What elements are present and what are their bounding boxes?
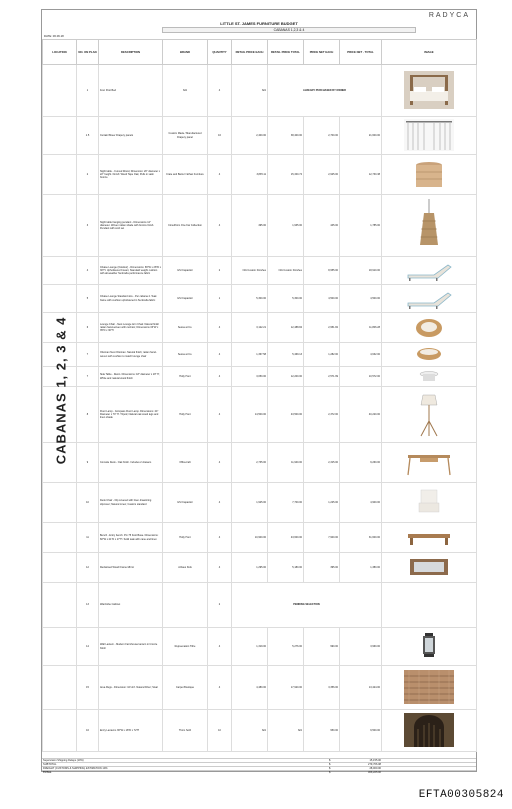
retail-total-cell: 5,300.00 bbox=[268, 285, 304, 313]
column-header: PRICE NET EACH bbox=[304, 40, 340, 65]
currency-sign: $ bbox=[328, 771, 340, 775]
net-each-cell: 1,225.00 bbox=[304, 483, 340, 523]
image-cell bbox=[382, 666, 477, 710]
product-image bbox=[404, 631, 454, 662]
image-cell bbox=[382, 523, 477, 553]
retail-each-cell: 1,925.00 bbox=[232, 483, 268, 523]
table-row bbox=[43, 117, 477, 155]
retail-total-cell: 43,500.00 bbox=[268, 387, 304, 443]
product-image bbox=[404, 259, 454, 282]
retail-each-cell: 4,480.00 bbox=[232, 666, 268, 710]
retail-total-cell: 7,700.00 bbox=[268, 483, 304, 523]
image-cell bbox=[382, 483, 477, 523]
table-row bbox=[43, 367, 477, 387]
image-cell bbox=[382, 583, 477, 628]
brand-cell: Holly Hunt bbox=[163, 367, 208, 387]
retail-each-cell: 3,050.00 bbox=[232, 367, 268, 387]
column-header: BRAND bbox=[163, 40, 208, 65]
description-cell: Entry Lanterns 36"W x 18"D x 72"H bbox=[99, 710, 163, 752]
description-cell: Night table - Curved Wood, Dimension: 20" diameter x 22" height. Finish: Wood Tape Oak; Pulls in satin bronze bbox=[99, 155, 163, 195]
retail-total-cell: N/A Custom Finishes bbox=[268, 257, 304, 285]
description-cell: Ottoman Nest Ottoman. Natural finish; rattan hand-woven with cushion to match lounge chair bbox=[99, 343, 163, 367]
table-row bbox=[43, 710, 477, 752]
net-total-cell: 9,260.00 bbox=[340, 443, 382, 483]
brand-cell: GSI Capacitor bbox=[163, 285, 208, 313]
description-cell: Wall Lantern - Modern Farmhouse lantern in bronze finish bbox=[99, 628, 163, 666]
net-total-cell: 4,632.00 bbox=[340, 343, 382, 367]
retail-total-cell: N/A bbox=[268, 710, 304, 752]
column-header: IMAGE bbox=[382, 40, 477, 65]
plan-number-cell: 7 bbox=[77, 343, 99, 367]
table-row bbox=[43, 313, 477, 343]
table-row bbox=[43, 387, 477, 443]
net-each-cell: 2,571.99 bbox=[304, 367, 340, 387]
brand-cell: Carpet Boutique bbox=[163, 666, 208, 710]
table-row bbox=[43, 155, 477, 195]
net-total-cell: 12,730.38 bbox=[340, 155, 382, 195]
table-row bbox=[43, 285, 477, 313]
summary-row bbox=[42, 771, 476, 775]
plan-number-cell: 7 bbox=[77, 367, 99, 387]
location-cell bbox=[43, 710, 77, 752]
table-row bbox=[43, 553, 477, 583]
retail-each-cell: N/A Custom Finishes bbox=[232, 257, 268, 285]
currency-sign: $ bbox=[328, 767, 340, 771]
net-total-cell: 18,910.00 bbox=[340, 257, 382, 285]
brand-cell: GSI Capacitor bbox=[163, 257, 208, 285]
table-row bbox=[43, 666, 477, 710]
column-header: DESCRIPTION bbox=[99, 40, 163, 65]
net-each-cell: 2,315.00 bbox=[304, 443, 340, 483]
quantity-cell: 1 bbox=[208, 285, 232, 313]
plan-number-cell: 3 bbox=[77, 195, 99, 257]
product-image bbox=[404, 556, 454, 579]
brand-cell: Sessa at Co. bbox=[163, 343, 208, 367]
brand-logo: RADYCA bbox=[428, 12, 470, 19]
net-total-cell: 31,600.00 bbox=[340, 523, 382, 553]
column-header: QUANTITY bbox=[208, 40, 232, 65]
retail-total-cell: 43,600.00 bbox=[268, 523, 304, 553]
summary-spacer bbox=[382, 771, 476, 775]
brand-cell: Arhaus Kids bbox=[163, 553, 208, 583]
net-total-cell: 21,600.00 bbox=[340, 117, 382, 155]
quantity-cell: 2 bbox=[208, 257, 232, 285]
quantity-cell: 4 bbox=[208, 483, 232, 523]
brand-cell: GSI Capacitor bbox=[163, 483, 208, 523]
description-cell: Night table hanging pendant - Dimensions 12" diameter. Woven rattan shade with bronze finish. Pendant with cord set bbox=[99, 195, 163, 257]
net-total-cell: 1,380.00 bbox=[340, 553, 382, 583]
net-total-cell: 3,960.00 bbox=[340, 628, 382, 666]
image-cell bbox=[382, 628, 477, 666]
plan-number-cell: 4 bbox=[77, 257, 99, 285]
image-cell bbox=[382, 387, 477, 443]
brand-cell: Crate and Barrel / Ethan Furniture bbox=[163, 155, 208, 195]
plan-number-cell: 12 bbox=[77, 553, 99, 583]
brand-cell: Sessa at Co. bbox=[163, 313, 208, 343]
currency-sign: $ bbox=[328, 763, 340, 767]
net-each-cell: 990.00 bbox=[304, 628, 340, 666]
image-cell bbox=[382, 443, 477, 483]
quantity-cell: 4 bbox=[208, 523, 232, 553]
budget-sheet bbox=[41, 9, 477, 772]
plan-number-cell: 2 bbox=[77, 155, 99, 195]
brand-cell: Cimeltfrom One Kar Collection bbox=[163, 195, 208, 257]
plan-number-cell: 14 bbox=[77, 628, 99, 666]
image-cell bbox=[382, 553, 477, 583]
summary-value: 279,706.08 bbox=[340, 763, 382, 767]
plan-number-cell: 5 bbox=[77, 285, 99, 313]
description-cell: Reclaimed Wood Frame Mirror bbox=[99, 553, 163, 583]
brand-cell: N/A bbox=[163, 65, 208, 117]
quantity-cell: 4 bbox=[208, 65, 232, 117]
sheet-title: LITTLE ST. JAMES FURNITURE BUDGET bbox=[220, 21, 298, 26]
quantity-cell: 2 bbox=[208, 583, 232, 628]
summary-label: FREIGHT (CUSTOMS & SHIPPING) ESTIMATION 10% bbox=[42, 767, 292, 771]
summary-value: 306,225.00 bbox=[340, 771, 382, 775]
budget-table bbox=[42, 39, 477, 752]
net-each-cell: 950.00 bbox=[304, 710, 340, 752]
product-image bbox=[404, 369, 454, 384]
brand-cell: Holly Hunt bbox=[163, 387, 208, 443]
image-cell bbox=[382, 117, 477, 155]
retail-each-cell: 1,295.00 bbox=[232, 553, 268, 583]
retail-total-cell: 11,940.00 bbox=[268, 443, 304, 483]
retail-each-cell: 10,900.00 bbox=[232, 523, 268, 553]
quantity-cell: 4 bbox=[208, 443, 232, 483]
plan-number-cell: 8 bbox=[77, 387, 99, 443]
net-total-cell: 4,900.00 bbox=[340, 483, 382, 523]
description-cell: Side Table - Resin. Dimensions: 18" diameter x 18" H; White and natural wood finish bbox=[99, 367, 163, 387]
product-image bbox=[404, 713, 454, 748]
net-total-cell: 11,806.28 bbox=[340, 313, 382, 343]
brand-cell: Thom Soth bbox=[163, 710, 208, 752]
plan-number-cell: 15 bbox=[77, 666, 99, 710]
product-image bbox=[404, 345, 454, 364]
table-row bbox=[43, 65, 477, 117]
net-each-cell: 7,900.00 bbox=[304, 523, 340, 553]
plan-number-cell: 11 bbox=[77, 523, 99, 553]
retail-total-cell: 1,935.00 bbox=[268, 195, 304, 257]
product-image bbox=[404, 287, 454, 310]
net-each-cell: 3,356.00 bbox=[304, 666, 340, 710]
retail-total-cell: 5,469.13 bbox=[268, 343, 304, 367]
summary-spacer bbox=[292, 771, 328, 775]
net-each-cell: 4,500.00 bbox=[304, 285, 340, 313]
quantity-cell: 10 bbox=[208, 710, 232, 752]
image-cell bbox=[382, 367, 477, 387]
net-total-cell: 1,785.00 bbox=[340, 195, 382, 257]
retail-each-cell: N/A bbox=[232, 710, 268, 752]
quantity-cell: 16 bbox=[208, 117, 232, 155]
table-row bbox=[43, 483, 477, 523]
net-total-cell: 9,500.00 bbox=[340, 710, 382, 752]
table-row bbox=[43, 628, 477, 666]
column-header: PRICE NET - TOTAL bbox=[340, 40, 382, 65]
sheet-date: DATE: 06.06.18 bbox=[44, 34, 64, 38]
quantity-cell: 4 bbox=[208, 313, 232, 343]
quantity-cell: 4 bbox=[208, 553, 232, 583]
image-cell bbox=[382, 155, 477, 195]
description-cell: Area Rugs - Dimension: 10'x14'. Natural Fiber; Sisal bbox=[99, 666, 163, 710]
location-label: CABANAS 1, 2, 3 & 4 bbox=[53, 316, 69, 464]
net-total-cell: 13,424.00 bbox=[340, 666, 382, 710]
retail-total-cell: 17,920.00 bbox=[268, 666, 304, 710]
image-cell bbox=[382, 65, 477, 117]
net-each-cell: 2,700.00 bbox=[304, 117, 340, 155]
quantity-cell: 4 bbox=[208, 155, 232, 195]
table-row bbox=[43, 443, 477, 483]
retail-each-cell: 1,319.00 bbox=[232, 628, 268, 666]
description-cell: Curtain/Sheer Drapery panels bbox=[99, 117, 163, 155]
net-each-cell: 1,282.00 bbox=[304, 343, 340, 367]
description-cell: Four Post Bed bbox=[99, 65, 163, 117]
description-cell: Chaise Lounge (Outdoor) - Dimensions: 66"W x 28"D x 30"H. Upholstered Cream; Standard weight cushion with all-weather Sunbrella performance fabric bbox=[99, 257, 163, 285]
column-header: LOCATION bbox=[43, 40, 77, 65]
net-total-cell: 40,220.00 bbox=[340, 387, 382, 443]
retail-total-cell: 12,488.84 bbox=[268, 313, 304, 343]
description-cell: Wardrobe Cabinet bbox=[99, 583, 163, 628]
table-row bbox=[43, 583, 477, 628]
plan-number-cell: 6 bbox=[77, 313, 99, 343]
quantity-cell: 4 bbox=[208, 343, 232, 367]
net-each-cell: 2,951.82 bbox=[304, 313, 340, 343]
image-cell bbox=[382, 285, 477, 313]
product-image bbox=[404, 487, 454, 518]
summary-label: TOTAL bbox=[42, 771, 292, 775]
plan-number-cell: 16 bbox=[77, 710, 99, 752]
description-cell: Lounge Chair - Nest Lounge Arm Chair. Natural finish rattan hand-woven with cushion; Dimensions 33"W x 35"D x 30"H bbox=[99, 313, 163, 343]
brand-cell: Holly Hunt bbox=[163, 523, 208, 553]
retail-each-cell: 3,835.11 bbox=[232, 155, 268, 195]
product-image bbox=[404, 199, 454, 252]
quantity-cell: 4 bbox=[208, 195, 232, 257]
retail-each-cell: 1,367.58 bbox=[232, 343, 268, 367]
brand-cell bbox=[163, 583, 208, 628]
description-cell: Chaise Lounge Standard size - Per cabana 4. Teak frame with cushion upholstered in Sunbrella fabric bbox=[99, 285, 163, 313]
retail-each-cell: 2,735.00 bbox=[232, 443, 268, 483]
summary-value: 28,000.00 bbox=[340, 767, 382, 771]
plan-number-cell: 13 bbox=[77, 583, 99, 628]
quantity-cell: 4 bbox=[208, 387, 232, 443]
net-each-cell: 2,925.00 bbox=[304, 155, 340, 195]
summary-label: SUBTOTAL bbox=[42, 763, 292, 767]
brand-cell: Officecraft bbox=[163, 443, 208, 483]
description-cell: Floor Lamp - Compass Floor Lamp. Dimensions: 24" Diameter x 70" H. Tripod; Natural oak wood legs and linen shade bbox=[99, 387, 163, 443]
document-id: EFTA00305824 bbox=[418, 789, 504, 801]
retail-total-cell: 12,200.00 bbox=[268, 367, 304, 387]
plan-number-cell: 9 bbox=[77, 443, 99, 483]
brand-cell: Rejuvenation Tithe bbox=[163, 628, 208, 666]
retail-total-cell: 15,340.74 bbox=[268, 155, 304, 195]
image-cell bbox=[382, 343, 477, 367]
net-each-cell: 445.00 bbox=[304, 195, 340, 257]
net-each-cell: 395.00 bbox=[304, 553, 340, 583]
product-image bbox=[404, 157, 454, 192]
description-cell: Desk Chair - Dip covered with linen drawstring slipcover; Natural Linen; Castors standard bbox=[99, 483, 163, 523]
retail-total-cell: 38,400.00 bbox=[268, 117, 304, 155]
product-image bbox=[404, 71, 454, 110]
description-cell: Bench - Entry bench. Pin 75 Foot Base. Dimensions: 60"W x 21"D x 17"H. Solid teak with cane and linen bbox=[99, 523, 163, 553]
net-each-cell: 2,372.00 bbox=[304, 387, 340, 443]
quantity-cell: 4 bbox=[208, 666, 232, 710]
brand-cell: Custom Made / Manufactured Drapery panel bbox=[163, 117, 208, 155]
table-row bbox=[43, 523, 477, 553]
retail-each-cell: N/A bbox=[232, 65, 268, 117]
plan-number-cell: 1 bbox=[77, 65, 99, 117]
image-cell bbox=[382, 195, 477, 257]
summary-value: 15,155.00 bbox=[340, 759, 382, 763]
table-row bbox=[43, 257, 477, 285]
product-image bbox=[404, 119, 454, 152]
table-header-row bbox=[43, 40, 477, 65]
column-header: RETAIL PRICE EACH bbox=[232, 40, 268, 65]
retail-each-cell: 5,300.00 bbox=[232, 285, 268, 313]
retail-total-cell: 5,180.00 bbox=[268, 553, 304, 583]
plan-number-cell: 10 bbox=[77, 483, 99, 523]
net-total-cell: 4,500.00 bbox=[340, 285, 382, 313]
retail-each-cell: 14,500.00 bbox=[232, 387, 268, 443]
summary-label: Supervision Shipping Delays (10%) bbox=[42, 759, 292, 763]
image-cell bbox=[382, 710, 477, 752]
summary-table bbox=[42, 758, 476, 774]
net-total-cell: 10,572.00 bbox=[340, 367, 382, 387]
quantity-cell: 4 bbox=[208, 628, 232, 666]
product-image bbox=[404, 670, 454, 705]
image-cell bbox=[382, 257, 477, 285]
retail-each-cell: 495.00 bbox=[232, 195, 268, 257]
table-row bbox=[43, 195, 477, 257]
column-header: RETAIL PRICE TOTAL bbox=[268, 40, 304, 65]
retail-each-cell: 2,400.00 bbox=[232, 117, 268, 155]
quantity-cell: 4 bbox=[208, 367, 232, 387]
column-header: NO. ON PLAN bbox=[77, 40, 99, 65]
product-image bbox=[404, 315, 454, 340]
product-image bbox=[404, 391, 454, 438]
image-cell bbox=[382, 313, 477, 343]
product-image bbox=[404, 447, 454, 478]
sheet-subtitle: CABANAS 1,2,3 & 4 bbox=[162, 27, 416, 33]
status-note-cell: PENDING SELECTION bbox=[232, 583, 382, 628]
product-image bbox=[404, 527, 454, 548]
net-each-cell: 8,955.00 bbox=[304, 257, 340, 285]
table-row bbox=[43, 343, 477, 367]
currency-sign: $ bbox=[328, 759, 340, 763]
plan-number-cell: 1.5 bbox=[77, 117, 99, 155]
status-note-cell: ALREADY PURCHASED BY OWNER bbox=[268, 65, 382, 117]
description-cell: Console Desk - Oak finish. Includes 2 drawers bbox=[99, 443, 163, 483]
retail-each-cell: 3,122.21 bbox=[232, 313, 268, 343]
retail-total-cell: 5,276.00 bbox=[268, 628, 304, 666]
